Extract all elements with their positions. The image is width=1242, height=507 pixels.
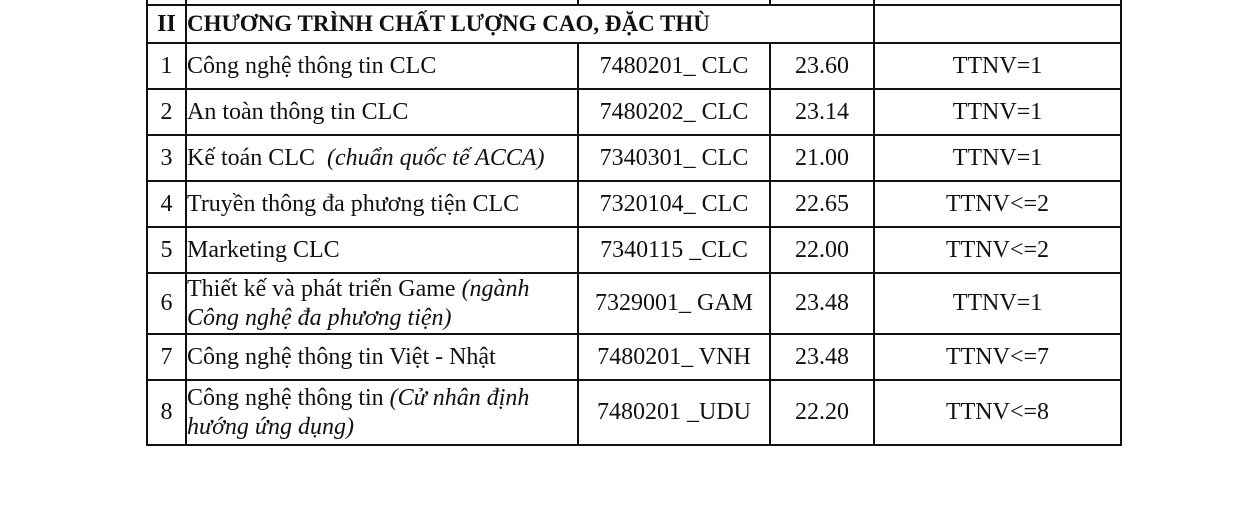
cutoff-score: 22.00	[770, 227, 874, 273]
table-row	[147, 89, 1121, 135]
program-code: 7340115 _CLC	[578, 227, 770, 273]
program-title: Marketing CLC	[187, 236, 340, 263]
priority-condition: TTNV=1	[874, 89, 1121, 135]
priority-condition: TTNV<=7	[874, 334, 1121, 380]
row-number: 6	[147, 273, 186, 334]
section-empty-cell	[874, 5, 1121, 43]
cutoff-score: 23.48	[770, 334, 874, 380]
table-row	[147, 227, 1121, 273]
program-name	[186, 380, 578, 445]
table-row	[147, 273, 1121, 334]
cutoff-score: 22.20	[770, 380, 874, 445]
cutoff-score: 23.48	[770, 273, 874, 334]
section-title: CHƯƠNG TRÌNH CHẤT LƯỢNG CAO, ĐẶC THÙ	[186, 5, 874, 43]
program-code: 7480202_ CLC	[578, 89, 770, 135]
cutoff-score: 23.60	[770, 43, 874, 89]
table-row	[147, 334, 1121, 380]
program-code: 7329001_ GAM	[578, 273, 770, 334]
row-number: 5	[147, 227, 186, 273]
program-name	[186, 89, 578, 135]
program-name	[186, 181, 578, 227]
admissions-score-table	[146, 0, 1122, 446]
program-title: Truyền thông đa phương tiện CLC	[187, 190, 520, 217]
table-row	[147, 380, 1121, 445]
program-code: 7480201_ CLC	[578, 43, 770, 89]
row-number: 2	[147, 89, 186, 135]
row-number: 7	[147, 334, 186, 380]
program-name	[186, 273, 578, 334]
program-title: Công nghệ thông tin Việt - Nhật	[187, 343, 496, 370]
row-number: 1	[147, 43, 186, 89]
cutoff-score: 23.14	[770, 89, 874, 135]
program-code: 7480201_ VNH	[578, 334, 770, 380]
priority-condition: TTNV=1	[874, 273, 1121, 334]
priority-condition: TTNV=1	[874, 43, 1121, 89]
program-name	[186, 135, 578, 181]
program-name	[186, 334, 578, 380]
program-code: 7340301_ CLC	[578, 135, 770, 181]
program-title: Công nghệ thông tin CLC	[187, 52, 437, 79]
priority-condition: TTNV<=2	[874, 227, 1121, 273]
section-number: II	[147, 5, 186, 43]
program-name	[186, 227, 578, 273]
program-note: (ngành Công nghệ đa phương tiện)	[187, 275, 530, 331]
table-row	[147, 135, 1121, 181]
priority-condition: TTNV=1	[874, 135, 1121, 181]
program-note: (chuẩn quốc tế ACCA)	[326, 144, 545, 171]
row-number: 3	[147, 135, 186, 181]
program-note: (Cử nhân định hướng ứng dụng)	[187, 384, 530, 440]
program-title: Kế toán CLC	[187, 144, 327, 171]
row-number: 8	[147, 380, 186, 445]
table-row	[147, 43, 1121, 89]
priority-condition: TTNV<=8	[874, 380, 1121, 445]
section-header-row	[147, 5, 1121, 43]
program-title: Thiết kế và phát triển Game	[187, 275, 462, 302]
table-row	[147, 181, 1121, 227]
cutoff-score: 21.00	[770, 135, 874, 181]
cutoff-score: 22.65	[770, 181, 874, 227]
program-code: 7480201 _UDU	[578, 380, 770, 445]
program-title: Công nghệ thông tin	[187, 384, 390, 411]
row-number: 4	[147, 181, 186, 227]
priority-condition: TTNV<=2	[874, 181, 1121, 227]
program-name	[186, 43, 578, 89]
program-code: 7320104_ CLC	[578, 181, 770, 227]
program-title: An toàn thông tin CLC	[187, 98, 409, 125]
